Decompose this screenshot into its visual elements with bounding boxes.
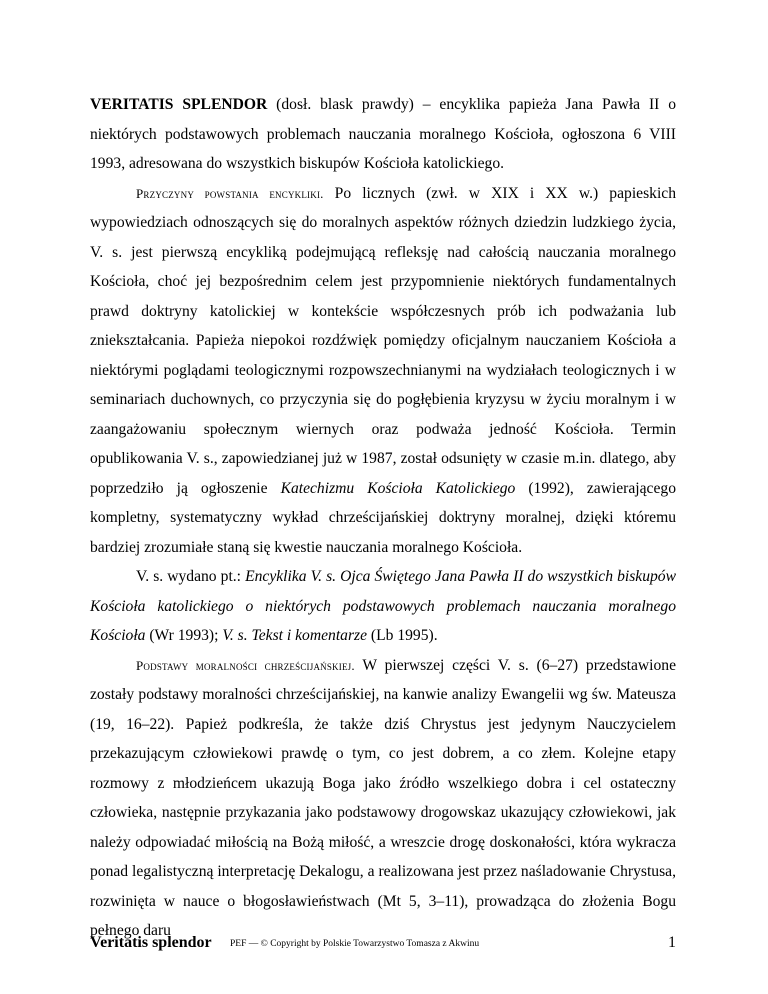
intro-text: (dosł. blask prawdy) – encyklika papieża Jana Pawła II o niektórych podstawowych problemach nauczania moralnego Kościoła, ogłoszona 6 VIII 1993, adresowana do wszystkich biskupów Kościoła katolickiego. — [90, 96, 677, 172]
przyczyny-text-1: Po licznych (zwł. w XIX i XX w.) papieskich wypowiedziach odnoszących się do moralnych aspektów różnych dziedzin ludzkiego życia, V. s. jest pierwszą encykliką podejmującą refleksję nad całością nauczania moralnego Kościoła, choć jej bezpośrednim celem jest przypomnienie niektórych fundamentalnych prawd doktryny katolickiej w kontekście współczesnych prób ich podważania lub zniekształcania. Papieża niepokoi rozdźwięk pomiędzy oficjalnym nauczaniem Kościoła a niektórymi poglądami teologicznymi rozpowszechnianymi na wydziałach teologicznych i w seminariach duchownych, co przyczynia się do pogłębienia kryzysu w życiu moralnym i w zaangażowaniu społecznym wiernych oraz podważa jedność Kościoła. Termin opublikowania V. s., zapowiedzianej już w 1987, został odsunięty w czasie m.in. dlatego, aby poprzedziło ją ogłoszenie — [90, 184, 676, 497]
paragraph-przyczyny — [90, 179, 676, 563]
entry-headword: VERITATIS SPLENDOR — [90, 96, 268, 113]
article-body — [90, 90, 676, 946]
paragraph-intro — [90, 90, 676, 179]
przyczyny-text-2: (1992), zawierającego kompletny, systematyczny wykład chrześcijańskiej doktryny moralnej, dzięki któremu bardziej zrozumiałe staną się kwestie nauczania moralnego Kościoła. — [90, 479, 676, 556]
paragraph-podstawy — [90, 651, 676, 946]
paragraph-editions — [90, 562, 676, 651]
page-footer — [90, 934, 676, 958]
editions-italic-title-1: Encyklika V. s. Ojca Świętego Jana Pawła II do wszystkich biskupów Kościoła katolickiego o niektórych podstawowych problemach nauczania moralnego Kościoła — [90, 568, 676, 644]
section-heading-podstawy: Podstawy moralności chrześcijańskiej. — [136, 657, 355, 673]
editions-italic-title-2: V. s. Tekst i komentarze — [222, 627, 368, 644]
section-heading-przyczyny: Przyczyny powstania encykliki. — [136, 185, 324, 201]
przyczyny-italic-title: Katechizmu Kościoła Katolickiego — [280, 479, 516, 497]
editions-text-3: (Lb 1995). — [367, 627, 438, 644]
editions-text-2: (Wr 1993); — [145, 627, 223, 644]
footer-title: Veritatis splendor — [90, 934, 212, 951]
footer-copyright: PEF — © Copyright by Polskie Towarzystwo Tomasza z Akwinu — [230, 939, 480, 949]
editions-text-1: V. s. wydano pt.: — [136, 568, 246, 585]
podstawy-text: W pierwszej części V. s. (6–27) przedstawione zostały podstawy moralności chrześcijańskiej, na kanwie analizy Ewangelii wg św. Mateusza (19, 16–22). Papież podkreśla, że także dziś Chrystus jest jedynym Nauczycielem przekazującym człowiekowi prawdę o tym, co jest dobrem, a co złem. Kolejne etapy rozmowy z młodzieńcem ukazują Boga jako źródło wszelkiego dobra i cel ostateczny człowieka, następnie przykazania jako podstawowy drogowskaz ukazujący człowiekowi, jak należy odpowiadać miłością na Bożą miłość, a wreszcie drogę doskonałości, która wykracza ponad legalistyczną interpretację Dekalogu, a realizowana jest przez naśladowanie Chrystusa, rozwinięta w nauce o błogosławieństwach (Mt 5, 3–11), prowadząca do złożenia Bogu pełnego daru — [90, 656, 676, 939]
page-number: 1 — [668, 934, 676, 951]
